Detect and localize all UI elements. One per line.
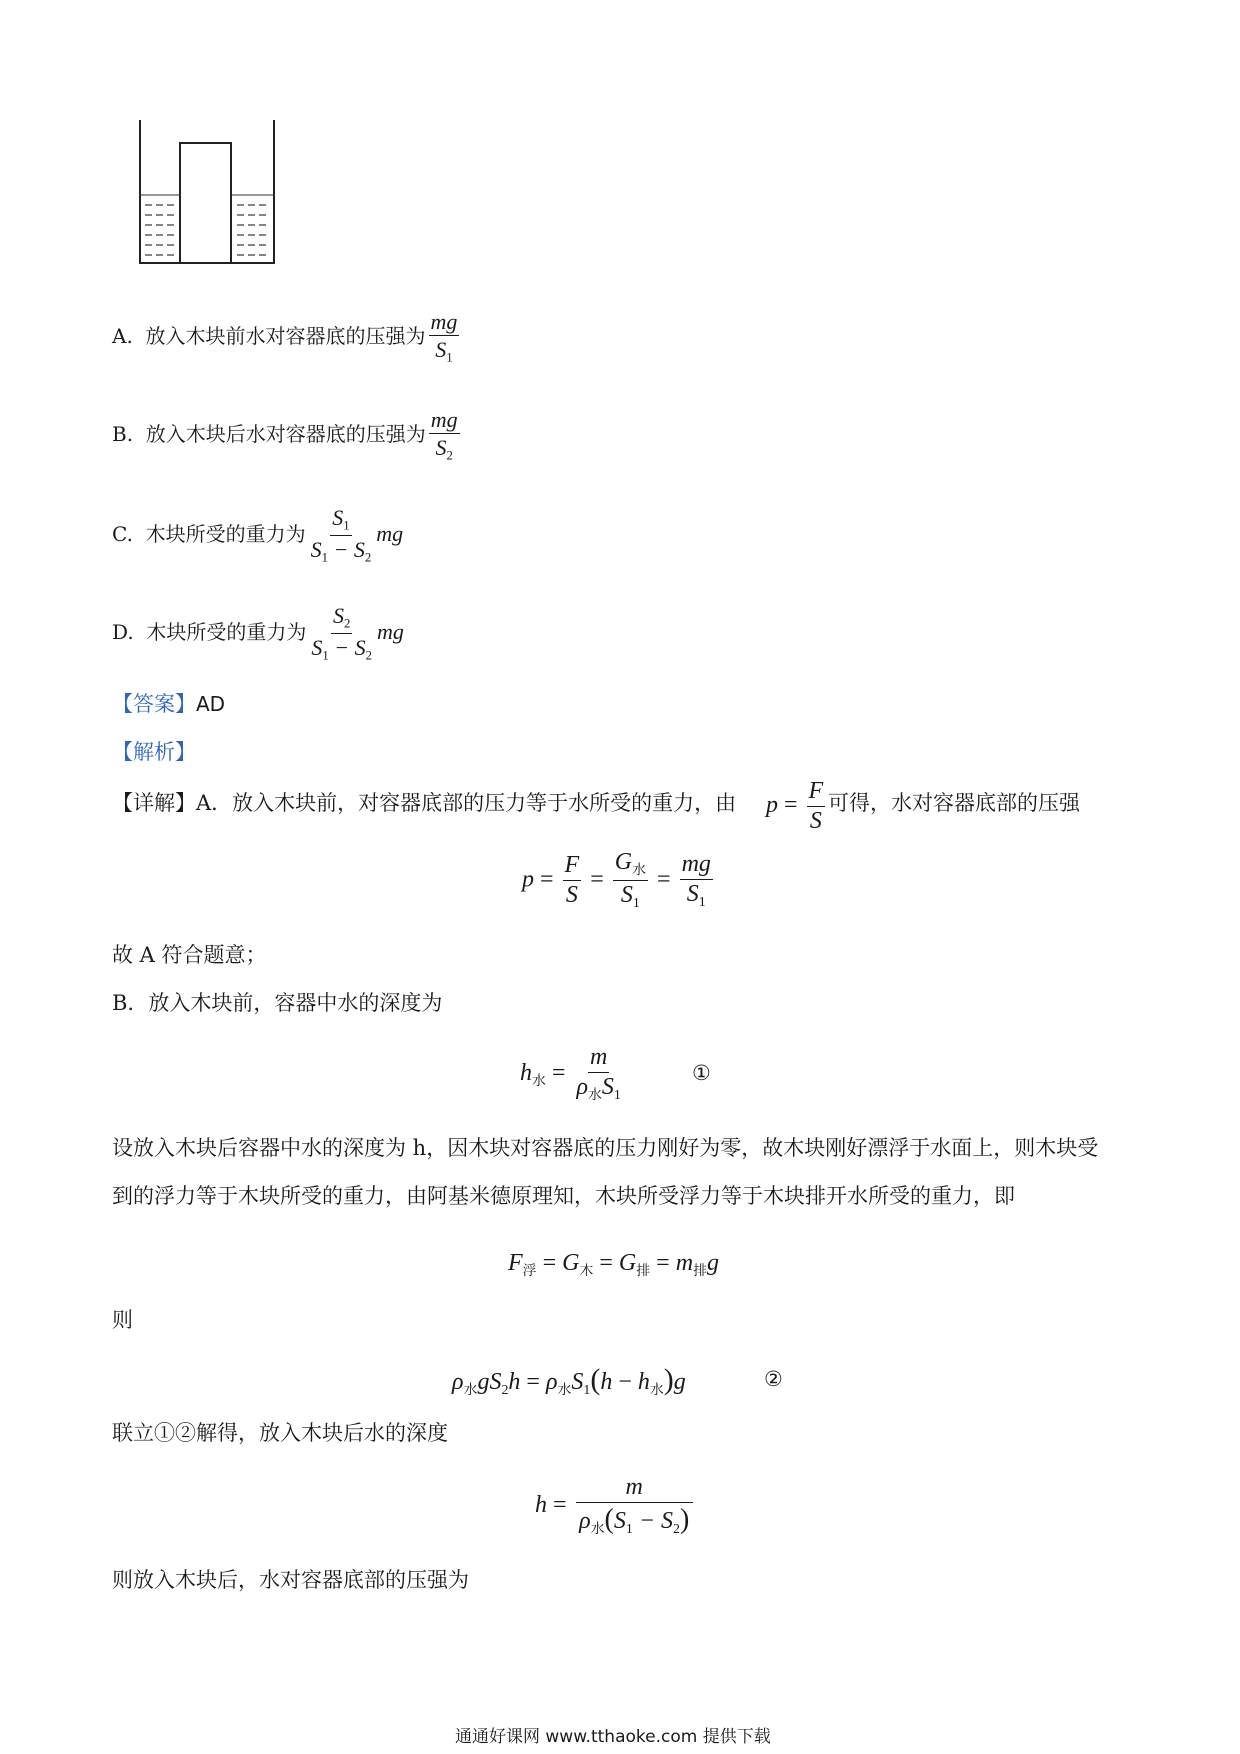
inline-formula-p: p = $\frac{F}{S}$ [766, 778, 824, 835]
detail-label: 【详解】 [112, 791, 196, 815]
detail-line-1a: A．放入木块前，对容器底部的压力等于水所受的重力，由 [196, 791, 737, 815]
option-b-prefix: B. [112, 421, 134, 446]
option-c-text: 木块所受的重力为 [145, 521, 306, 546]
option-d: D. 木块所受的重力为 $\frac{S_2}{S_1 - S_2}$ mg [112, 603, 404, 663]
sub-water-7: 水 [590, 1522, 605, 1538]
option-d-prefix: D. [112, 619, 134, 644]
conclusion-a: 故 A 符合题意； [112, 943, 267, 967]
equation-marker-1: ① [692, 1061, 711, 1085]
sub-float: 浮 [522, 1263, 537, 1279]
equation-marker-2: ② [764, 1367, 783, 1391]
option-b-formula: $\frac{mg}{S_2}$ [430, 407, 458, 463]
container-diagram [130, 115, 280, 270]
final-line: 则放入木块后，水对容器底部的压强为 [112, 1568, 469, 1592]
sub-water-4: 水 [463, 1382, 478, 1398]
answer-value: AD [196, 692, 226, 716]
sub-displaced-2: 排 [693, 1263, 707, 1279]
combine-line: 联立①②解得，放入木块后水的深度 [112, 1421, 448, 1445]
option-d-formula: $\frac{S_2}{S_1 - S_2}$ [311, 603, 373, 663]
answer-label: 【答案】 [112, 692, 196, 716]
option-c: C. 木块所受的重力为 $\frac{S_1}{S_1 - S_2}$ mg [112, 505, 404, 565]
option-d-text: 木块所受的重力为 [146, 619, 307, 644]
sub-water-6: 水 [649, 1382, 664, 1398]
option-b-text: 放入木块后水对容器底的压强为 [145, 421, 426, 446]
then-label: 则 [112, 1308, 133, 1332]
sub-water-1: 水 [632, 862, 647, 878]
equation-pressure: p = $\frac{F}{S}$ = $\frac{G_水}{S_1}$ = $\frac{mg}{S_1}$ [522, 849, 711, 912]
sub-water-3: 水 [587, 1088, 602, 1104]
option-a [112, 310, 462, 365]
option-b [112, 408, 463, 463]
equation-1: $h_水$ = $\frac{m}{\rho_水S_1}$ [520, 1044, 621, 1104]
paragraph-line-1: 设放入木块后容器中水的深度为 h，因木块对容器底的压力刚好为零，故木块刚好漂浮于水面上，则木块受 [112, 1136, 1099, 1160]
sub-water-2: 水 [532, 1073, 546, 1089]
sub-water-5: 水 [557, 1382, 572, 1398]
option-a-text: 放入木块前水对容器底的压强为 [145, 323, 426, 348]
answer-line [112, 694, 225, 715]
option-c-formula: $\frac{S_1}{S_1 - S_2}$ [310, 505, 372, 565]
footer-text: 通通好课网 www.tthaoke.com 提供下载 [455, 1727, 771, 1747]
equation-2: $\rho_水gS_2h = \rho_水S_1(h - h_水)g$ [452, 1363, 686, 1398]
equation-depth: h = $\frac{m}{\rho_水(S_1 - S_2)}$ [535, 1475, 696, 1538]
equation-buoyancy: $F_浮 = G_木 = G_排 = m_排g$ [508, 1250, 719, 1279]
detail-line-1 [112, 793, 736, 814]
option-c-prefix: C. [112, 521, 133, 546]
detail-line-1b: 可得，水对容器底部的压强 [828, 791, 1080, 815]
option-a-formula: $\frac{mg}{S_1}$ [430, 309, 458, 365]
sub-wood: 木 [579, 1263, 594, 1279]
detail-line-b: B．放入木块前，容器中水的深度为 [112, 991, 443, 1015]
paragraph-line-2: 到的浮力等于木块所受的重力，由阿基米德原理知，木块所受浮力等于木块排开水所受的重力，即 [112, 1184, 1015, 1208]
sub-displaced-1: 排 [636, 1263, 651, 1279]
option-a-prefix: A. [112, 323, 133, 348]
analysis-label: 【解析】 [112, 740, 196, 764]
